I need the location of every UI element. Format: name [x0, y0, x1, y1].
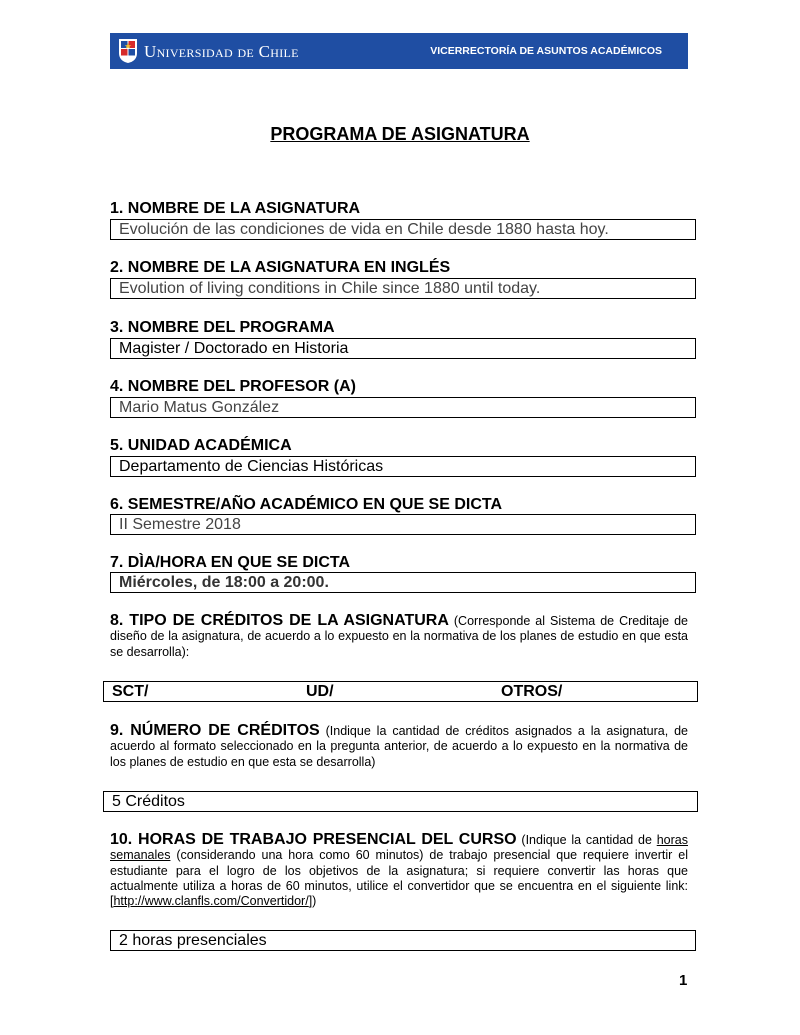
page-number: 1 — [679, 972, 688, 989]
section-3-heading: 3. NOMBRE DEL PROGRAMA — [110, 319, 335, 336]
section-8-text — [110, 613, 688, 660]
credit-type-otros: OTROS/ — [501, 683, 563, 700]
office-name: VICERRECTORÍA DE ASUNTOS ACADÉMICOS — [430, 45, 662, 57]
section-9-text — [110, 723, 688, 770]
header-banner — [110, 33, 688, 69]
section-5-heading: 5. UNIDAD ACADÉMICA — [110, 437, 292, 454]
section-10-note-c: ]) — [308, 894, 317, 909]
section-10-note-b: (considerando una hora como 60 minutos) de trabajo presencial que requiere invertir el estudiante para el logro de los objetivos de la asignatura; si requiere convertir las horas que actualmente utiliza a horas de 60 minutos, utilice el convertidor que se encuentra en el siguiente link: [ — [110, 848, 688, 909]
section-7-heading: 7. DÌA/HORA EN QUE SE DICTA — [110, 554, 351, 571]
course-name-field: Evolución de las condiciones de vida en Chile desde 1880 hasta hoy. — [110, 219, 696, 240]
presential-hours-field: 2 horas presenciales — [110, 930, 696, 951]
section-10-note-underlined: horas semanales — [110, 833, 688, 863]
section-10-note-a: (Indique la cantidad de — [521, 833, 652, 847]
course-name-english-field: Evolution of living conditions in Chile since 1880 until today. — [110, 278, 696, 299]
credits-number-field: 5 Créditos — [103, 791, 698, 812]
university-shield-icon — [118, 38, 138, 64]
academic-unit-field: Departamento de Ciencias Históricas — [110, 456, 696, 477]
section-2-heading: 2. NOMBRE DE LA ASIGNATURA EN INGLÉS — [110, 259, 451, 276]
university-name: Universidad de Chile — [144, 42, 299, 61]
section-9-note: (Indique la cantidad de créditos asignados a la asignatura, de acuerdo al formato seleccionado en la pregunta anterior, de acuerdo a lo expuesto en la normativa de los planes de estudio en que esta se desarrolla) — [110, 724, 688, 769]
program-name-field: Magister / Doctorado en Historia — [110, 338, 696, 359]
section-8-note: Sistema de Creditaje de diseño de la asignatura, de acuerdo a lo expuesto en la normativa de los planes de estudio en que esta se desarrolla): — [110, 614, 688, 659]
section-4-heading: 4. NOMBRE DEL PROFESOR (A) — [110, 378, 356, 395]
section-10-text — [110, 832, 688, 909]
section-9-heading: 9. NÚMERO DE CRÉDITOS — [110, 722, 320, 739]
section-8-note-open: (Corresponde al — [453, 614, 546, 628]
professor-name-field: Mario Matus González — [110, 397, 696, 418]
section-10-heading: 10. HORAS DE TRABAJO PRESENCIAL DEL CURSO — [110, 831, 517, 848]
credit-type-sct: SCT/ — [112, 683, 149, 700]
semester-field: II Semestre 2018 — [110, 514, 696, 535]
credit-type-field — [103, 681, 698, 702]
section-8-heading: 8. TIPO DE CRÉDITOS DE LA ASIGNATURA — [110, 612, 449, 629]
converter-link[interactable]: http://www.clanfls.com/Convertidor/ — [113, 894, 309, 909]
credit-type-ud: UD/ — [306, 683, 334, 700]
document-title: PROGRAMA DE ASIGNATURA — [270, 124, 530, 144]
section-6-heading: 6. SEMESTRE/AÑO ACADÉMICO EN QUE SE DICTA — [110, 496, 503, 513]
schedule-field: Miércoles, de 18:00 a 20:00. — [110, 572, 696, 593]
section-1-heading: 1. NOMBRE DE LA ASIGNATURA — [110, 200, 361, 217]
